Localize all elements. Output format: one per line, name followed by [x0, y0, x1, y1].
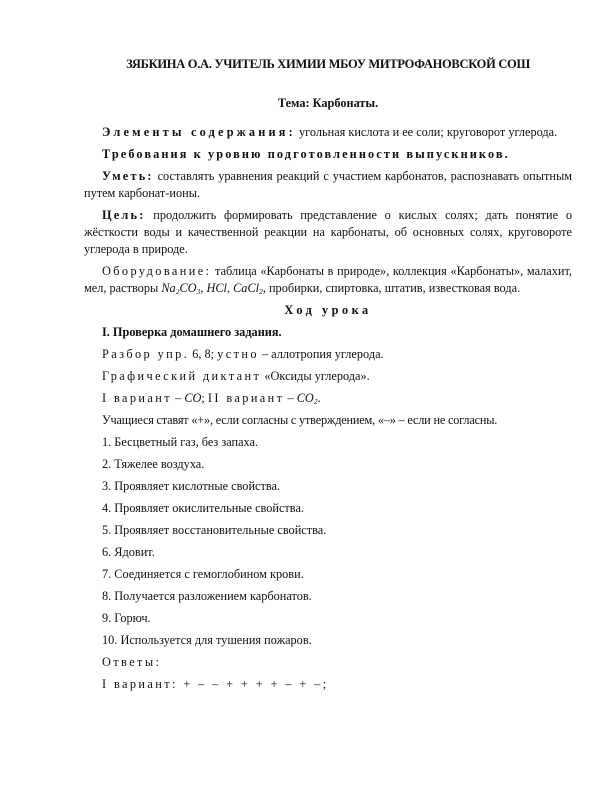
course-heading: Ход урока — [284, 303, 372, 317]
statement-list — [84, 434, 572, 649]
topic-title: Тема: Карбонаты. — [277, 96, 379, 110]
dictation-line: Графический диктант «Оксиды углерода». — [102, 369, 370, 383]
section-1-heading: I. Проверка домашнего задания. — [102, 325, 282, 339]
document-page — [84, 56, 572, 698]
reagent-cacl2: CaCl$_2$ — [233, 281, 263, 296]
answer-variant-1: I вариант: + – – + + + + – + –; — [102, 677, 329, 691]
instruction-line: Учащиеся ставят «+», если согласны с утверждением, «–» – если не согласны. — [102, 413, 498, 427]
header: ЗЯБКИНА О.А. УЧИТЕЛЬ ХИМИИ МБОУ МИТРОФАНОВСКОЙ СОШ — [126, 57, 530, 71]
requirements-heading: Требования к уровню подготовленности выпускников. — [102, 147, 510, 161]
statement-item: 8. Получается разложением карбонатов. — [102, 589, 312, 603]
statement-item: 6. Ядовит. — [102, 545, 155, 559]
elements-label: Элементы содержания: — [102, 125, 296, 139]
statement-item: 7. Соединяется с гемоглобином крови. — [102, 567, 304, 581]
skills-label: Уметь: — [102, 169, 154, 183]
goal-paragraph — [84, 207, 572, 258]
variants-line: I вариант – CO; II вариант – $CO_2$. — [102, 391, 321, 406]
elements-text: угольная кислота и ее соли; круговорот углерода. — [295, 125, 558, 139]
statement-item: 3. Проявляет кислотные свойства. — [102, 479, 281, 493]
skills-paragraph — [84, 168, 572, 202]
equipment-paragraph: Оборудование: таблица «Карбонаты в природе», коллекция «Карбонаты», малахит, мел, растворы $Na_2CO_3$, HCl, CaCl$_2$, пробирки, спиртовка, штатив, известковая вода. — [84, 264, 572, 296]
dictation-label: Графический диктант — [102, 369, 262, 383]
statement-item: 2. Тяжелее воздуха. — [102, 457, 205, 471]
analysis-oral: устно — [217, 347, 259, 361]
goal-text: продолжить формировать представление о кислых солях; дать понятие о жёсткости воды и качественной реакции на карбонаты, об основных солях, круговороте углерода в природе. — [84, 208, 572, 256]
goal-label: Цель: — [102, 208, 146, 222]
answers-label: Ответы: — [102, 655, 162, 669]
skills-text: составлять уравнения реакций с участием карбонатов, распознавать опытным путем карбонат-ионы. — [84, 169, 572, 200]
analysis-line: Разбор упр. 6, 8; устно – аллотропия углерода. — [102, 347, 384, 361]
reagent-hcl: HCl — [206, 281, 227, 295]
statement-item: 5. Проявляет восстановительные свойства. — [102, 523, 327, 537]
reagent-na2co3: $Na_2CO_3$ — [161, 281, 201, 296]
analysis-label: Разбор упр. — [102, 347, 190, 361]
statement-item: 9. Горюч. — [102, 611, 151, 625]
elements-paragraph — [84, 124, 572, 141]
statement-item: 1. Бесцветный газ, без запаха. — [102, 435, 259, 449]
equipment-label: Оборудование: — [102, 264, 212, 278]
statement-item: 10. Используется для тушения пожаров. — [102, 633, 312, 647]
statement-item: 4. Проявляет окислительные свойства. — [102, 501, 304, 515]
